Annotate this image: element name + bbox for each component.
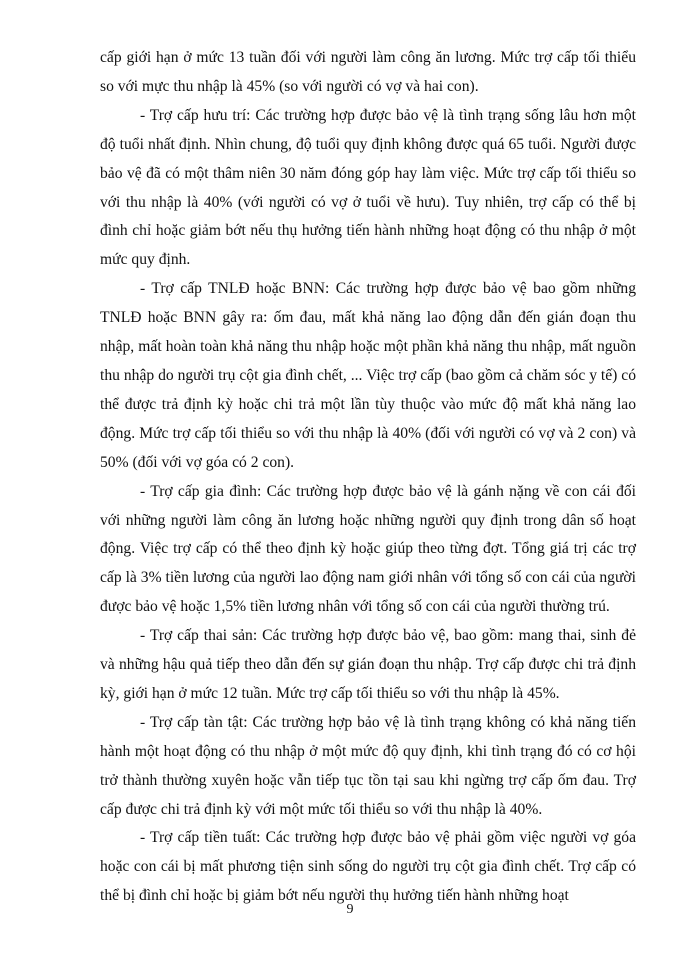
document-body [100,44,636,911]
paragraph-work-accident-benefit: - Trợ cấp TNLĐ hoặc BNN: Các trường hợp được bảo vệ bao gồm những TNLĐ hoặc BNN gây ra: ốm đau, mất khả năng lao động dẫn đến gián đoạn thu nhập, mất hoàn toàn khả năng thu nhập hoặc một phần khả năng thu nhập, mất nguồn thu nhập do người trụ cột gia đình chết, ... Việc trợ cấp (bao gồm cả chăm sóc y tế) có thể được trả định kỳ hoặc chi trả một lần tùy thuộc vào mức độ mất khả năng lao động. Mức trợ cấp tối thiểu so với thu nhập là 40% (đối với người có vợ và 2 con) và 50% (đối với vợ góa có 2 con). [100,280,636,471]
paragraph-maternity-benefit: - Trợ cấp thai sản: Các trường hợp được bảo vệ, bao gồm: mang thai, sinh đẻ và những hậu quả tiếp theo dẫn đến sự gián đoạn thu nhập. Trợ cấp được chi trả định kỳ, giới hạn ở mức 12 tuần. Mức trợ cấp tối thiểu so với thu nhập là 45%. [100,627,636,702]
page-number: 9 [346,902,354,917]
paragraph-retirement-benefit: - Trợ cấp hưu trí: Các trường hợp được bảo vệ là tình trạng sống lâu hơn một độ tuổi nhất định. Nhìn chung, độ tuổi quy định không được quá 65 tuổi. Người được bảo vệ đã có một thâm niên 30 năm đóng góp hay làm việc. Mức trợ cấp tối thiểu so với thu nhập là 40% (với người có vợ ở tuổi về hưu). Tuy nhiên, trợ cấp có thể bị đình chỉ hoặc giảm bớt nếu thụ hưởng tiến hành những hoạt động có thu nhập ở một mức quy định. [100,106,636,269]
paragraph-disability-benefit: - Trợ cấp tàn tật: Các trường hợp bảo vệ là tình trạng không có khả năng tiến hành một hoạt động có thu nhập ở một mức độ quy định, khi tình trạng đó có cơ hội trở thành thường xuyên hoặc vẫn tiếp tục tồn tại sau khi ngừng trợ cấp ốm đau. Trợ cấp được chi trả định kỳ với một mức tối thiểu so với thu nhập là 40%. [100,713,636,818]
paragraph-family-benefit: - Trợ cấp gia đình: Các trường hợp được bảo vệ là gánh nặng về con cái đối với những người làm công ăn lương hoặc những người quy định trong dân số hoạt động. Việc trợ cấp có thể theo định kỳ hoặc giúp theo từng đợt. Tổng giá trị các trợ cấp là 3% tiền lương của người lao động nam giới nhân với tổng số con cái của người được bảo vệ hoặc 1,5% tiền lương nhân với tổng số con cái của người thường trú. [100,482,636,616]
paragraph-continuation: cấp giới hạn ở mức 13 tuần đối với người làm công ăn lương. Mức trợ cấp tối thiểu so với mực thu nhập là 45% (so với người có vợ và hai con). [100,49,636,95]
paragraph-survivor-benefit: - Trợ cấp tiền tuất: Các trường hợp được bảo vệ phải gồm việc người vợ góa hoặc con cái bị mất phương tiện sinh sống do người trụ cột gia đình chết. Trợ cấp có thể bị đình chỉ hoặc bị giảm bớt nếu người thụ hưởng tiến hành những hoạt [100,829,636,905]
